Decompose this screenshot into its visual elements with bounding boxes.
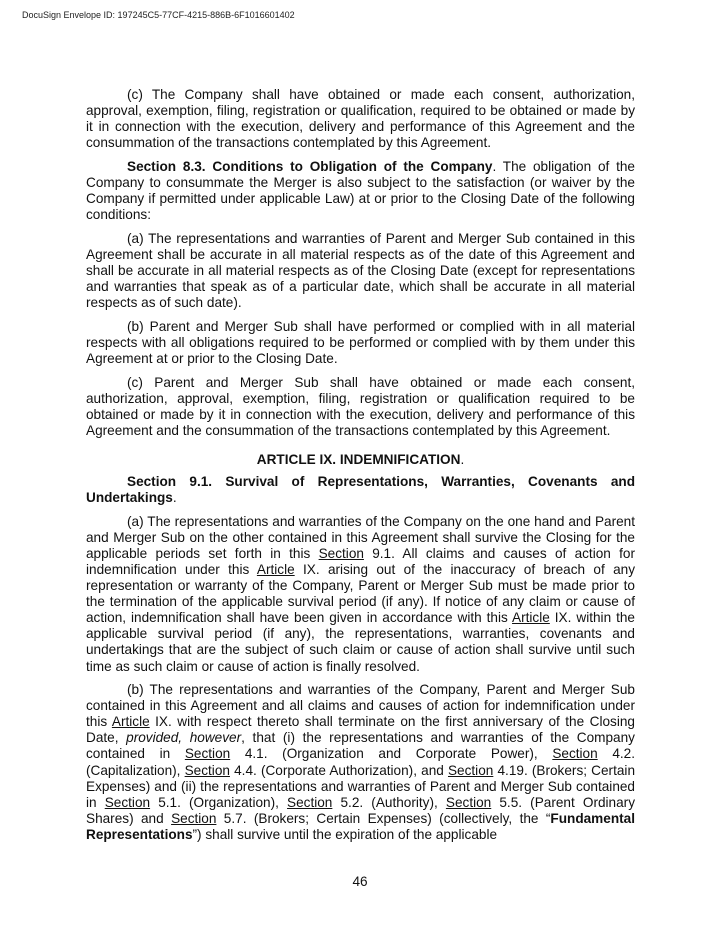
section-heading: Section 9.1. Survival of Representations, Warranties, Covenants and Undertakings	[86, 473, 635, 506]
paragraph-9-1-b	[86, 682, 635, 843]
paragraph-8-3-c	[86, 375, 635, 439]
document-page	[86, 87, 635, 851]
article-title-trail: .	[460, 451, 465, 467]
paragraph-text: (c) The Company shall have obtained or made each consent, authorization, approval, exemption, filing, registration or qualification, required to be obtained or made by it in connection with the execution, delivery and performance of this Agreement and the consummation of the transactions contemplated by this Agreement.	[86, 87, 635, 151]
text-run: IX. arising out of the inaccuracy of breach of any representation or warranty of the Company, Parent or Merger Sub must be made prior to the termination of the applicable survival period (if any). If notice of any claim or cause of action, indemnification shall have been given in accordance with this	[86, 561, 635, 626]
section-reference: Section	[447, 762, 494, 778]
article-reference: Article	[512, 610, 550, 626]
section-reference: Section	[184, 746, 231, 762]
section-heading: Section 8.3. Conditions to Obligation of the Company	[127, 158, 493, 174]
article-reference: Article	[111, 714, 150, 730]
text-run: IX. within the applicable survival period (if any), the representations, warranties, covenants and undertakings that are the subject of such claim or cause of action shall survive until such time as such claim or cause of action is finally resolved.	[86, 610, 635, 674]
article-title: ARTICLE IX. INDEMNIFICATION	[256, 451, 461, 467]
text-run: 5.7. (Brokers; Certain Expenses) (collectively, the “	[216, 810, 551, 826]
article-heading	[86, 452, 635, 468]
italic-proviso: provided, however	[126, 730, 242, 746]
text-run: 4.1. (Organization and Corporate Power),	[230, 746, 553, 762]
text-run: 4.2. (Capitalization),	[86, 746, 635, 778]
article-reference: Article	[256, 561, 295, 577]
paragraph-8-2-c	[86, 87, 635, 151]
paragraph-8-3-a	[86, 231, 635, 311]
section-heading-trail: .	[172, 490, 177, 506]
section-9-1-heading	[86, 474, 635, 506]
paragraph-8-3-b	[86, 319, 635, 367]
text-run: 4.19. (Brokers; Certain Expenses) and (ii) the representations and warranties of Parent and Merger Sub contained in	[86, 762, 635, 810]
section-8-3	[86, 159, 635, 223]
paragraph-text: . The obligation of the Company to consummate the Merger is also subject to the satisfaction (or waiver by the Company if permitted under applicable Law) at or prior to the Closing Date of the following conditions:	[86, 158, 635, 223]
text-run: ”) shall survive until the expiration of the applicable	[192, 826, 498, 842]
text-run: 9.1. All claims and causes of action for indemnification under this	[86, 545, 635, 577]
text-run: 5.2. (Authority),	[332, 794, 446, 810]
paragraph-text: (b) Parent and Merger Sub shall have performed or complied with in all material respects with all obligations required to be performed or complied with by them under this Agreement at or prior to the Closing Date.	[86, 318, 635, 366]
section-reference: Section	[552, 746, 598, 762]
section-reference: Section	[287, 794, 333, 810]
section-reference: Section	[104, 794, 151, 810]
page-number: 46	[352, 874, 368, 889]
section-reference: Section	[445, 794, 492, 810]
paragraph-9-1-a	[86, 514, 635, 675]
paragraph-text: (c) Parent and Merger Sub shall have obtained or made each consent, authorization, approval, exemption, filing, registration or qualification required to be obtained or made by it in connection with the execution, delivery and performance of this Agreement and the consummation of the transactions contemplated by this Agreement.	[86, 374, 635, 438]
defined-term: Fundamental Representations	[86, 810, 635, 842]
text-run: IX. with respect thereto shall terminate on the first anniversary of the Closing Date,	[86, 714, 635, 746]
section-reference: Section	[318, 545, 364, 561]
text-run: 4.4. (Corporate Authorization), and	[229, 762, 448, 778]
text-run: (a) The representations and warranties of the Company on the one hand and Parent and Merger Sub on the other contained in this Agreement shall survive the Closing for the applicable periods set forth in this	[86, 513, 635, 561]
section-reference: Section	[171, 810, 217, 826]
text-run: 5.5. (Parent Ordinary Shares) and	[86, 794, 636, 826]
envelope-header: DocuSign Envelope ID: 197245C5-77CF-4215-886B-6F1016601402	[22, 10, 295, 20]
text-run: (b) The representations and warranties of the Company, Parent and Merger Sub contained in this Agreement and all claims and causes of action for indemnification under this	[86, 682, 635, 730]
text-run: 5.1. (Organization),	[150, 794, 288, 810]
section-reference: Section	[184, 762, 230, 778]
paragraph-text: (a) The representations and warranties of Parent and Merger Sub contained in this Agreement shall be accurate in all material respects as of the date of this Agreement and shall be accurate in all material respects as of the Closing Date (except for representations and warranties that speak as of a particular date, which shall be accurate in all material respects as of such date).	[86, 230, 635, 311]
text-run: , that (i) the representations and warranties of the Company contained in	[86, 730, 635, 762]
